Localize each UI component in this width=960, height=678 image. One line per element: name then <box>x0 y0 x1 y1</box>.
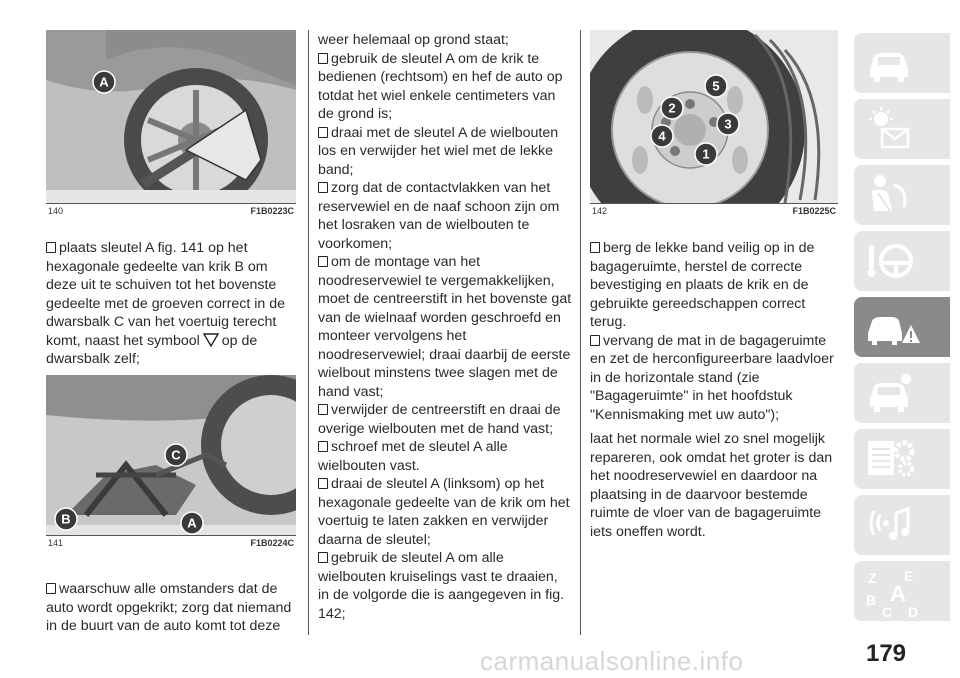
instruction-item <box>318 50 572 124</box>
figure-141-image <box>46 375 296 535</box>
instruction-text: berg de lekke band veilig op in de bagageruimte, herstel de correcte bevestiging en plaats de krik en de gebruikte gereedschappen correct terug. <box>590 240 815 330</box>
instruction-text: zorg dat de contactvlakken van het reservewiel en de naaf schoon zijn om het losraken van de wielbouten te voorkomen; <box>318 180 560 252</box>
figure-140-caption <box>46 203 296 218</box>
bullet-icon <box>318 552 328 563</box>
bullet-icon <box>318 182 328 193</box>
instruction-text: om de montage van het noodreservewiel te vergemakkelijken, moet de centreerstift in het bovenste gat van de wielnaaf worden geschroefd en monteer vervolgens het noodreservewiel; draai daarbij de eerste wielbout minstens twee slagen met de hand vast; <box>318 254 572 400</box>
watermark: carmanualsonline.info <box>480 646 744 676</box>
instruction-text: schroef met de sleutel A alle wielbouten vast. <box>318 439 508 474</box>
callout-5 <box>704 74 728 98</box>
page-number: 179 <box>865 640 907 667</box>
chapter-tab-emergency[interactable] <box>854 297 950 357</box>
instruction-text: draai met de sleutel A de wielbouten los en verwijder het wiel met de lekke band; <box>318 124 559 178</box>
callout-1 <box>694 142 718 166</box>
technical-data-icon <box>864 435 920 483</box>
figure-number: 141 <box>48 538 64 548</box>
text-column-2 <box>318 31 572 623</box>
figure-code: F1B0225C <box>792 206 836 216</box>
instruction-item <box>318 401 572 438</box>
bullet-icon <box>46 583 56 594</box>
text-column-3 <box>590 239 840 541</box>
svg-text:B: B <box>866 592 877 608</box>
paragraph: laat het normale wiel zo snel mogelijk repareren, ook omdat het groter is dan het noodreservewiel en daardoor na plaatsing in de daarvoor bestemde ruimte de vloer van de bagageruimte iets oneffen wordt. <box>590 431 833 540</box>
instruction-item <box>318 253 572 401</box>
bullet-icon <box>46 242 56 253</box>
instruction-item <box>590 332 840 425</box>
svg-text:1: 1 <box>702 146 710 162</box>
steering-wheel-icon <box>864 237 914 285</box>
figure-142-image <box>590 30 838 203</box>
svg-text:3: 3 <box>724 116 732 132</box>
bullet-icon <box>318 127 328 138</box>
svg-text:B: B <box>61 511 71 527</box>
instruction-item <box>590 239 840 332</box>
callout-2 <box>660 96 684 120</box>
svg-text:C: C <box>882 604 893 619</box>
figure-number: 142 <box>592 206 608 216</box>
car-icon <box>864 39 914 87</box>
instruction-text: verwijder de centreerstift en draai de overige wielbouten met de hand vast; <box>318 402 561 437</box>
chapter-tab-maintenance[interactable] <box>854 363 950 423</box>
bullet-icon <box>590 242 600 253</box>
bullet-icon <box>590 335 600 346</box>
svg-text:2: 2 <box>668 100 676 116</box>
svg-text:A: A <box>187 515 197 531</box>
bullet-icon <box>318 441 328 452</box>
instruction-item <box>318 549 572 623</box>
instruction-item <box>46 239 298 369</box>
svg-text:4: 4 <box>658 128 666 144</box>
instruction-text: gebruik de sleutel A om de krik te bedienen (rechtsom) en hef de auto op totdat het wiel enkele centimeters van de grond is; <box>318 50 563 122</box>
figure-number: 140 <box>48 206 64 216</box>
callout-C <box>164 443 188 467</box>
figure-142-caption <box>590 203 838 218</box>
bullet-icon <box>318 478 328 489</box>
svg-text:D: D <box>908 604 919 619</box>
svg-text:A: A <box>99 74 109 90</box>
figure-code: F1B0224C <box>250 538 294 548</box>
chapter-tab-driving[interactable] <box>854 231 950 291</box>
chapter-tab-car[interactable] <box>854 33 950 93</box>
callout-A <box>180 511 204 535</box>
chapter-tab-safety[interactable] <box>854 165 950 225</box>
callout-4 <box>650 124 674 148</box>
figure-code: F1B0223C <box>250 206 294 216</box>
bullet-icon <box>318 404 328 415</box>
instruction-item <box>318 179 572 253</box>
instruction-text: plaats sleutel A fig. 141 op het hexagonale gedeelte van krik B om deze uit te schuiven tot het bovenste gedeelte met de groeven correct in de dwarsbalk C van het voertuig terecht komt, naast het symbool <box>46 240 285 349</box>
callout-3 <box>716 112 740 136</box>
chapter-tab-index[interactable] <box>854 561 950 621</box>
svg-text:C: C <box>171 447 181 463</box>
instruction-item <box>46 580 298 636</box>
emergency-car-icon <box>864 303 920 351</box>
figure-140-image <box>46 30 296 203</box>
column-divider <box>580 30 581 635</box>
chapter-tab-technical-data[interactable] <box>854 429 950 489</box>
instruction-text: vervang de mat in de bagageruimte en zet de herconfigureerbare laadvloer in de horizontale stand (zie "Bagageruimte" in het hoofdstuk "Kennismaking met uw auto"); <box>590 332 834 423</box>
instruction-text: gebruik de sleutel A om alle wielbouten kruiselings vast te draaien, in de volgorde die is aangegeven in fig. 142; <box>318 550 565 622</box>
continuation-text: weer helemaal op grond staat; <box>318 32 509 48</box>
instruction-text: op de dwarsbalk zelf; <box>46 332 258 367</box>
instruction-text: waarschuw alle omstanders dat de auto wordt opgekrikt; zorg dat niemand in de buurt van de auto komt tot deze <box>46 581 292 634</box>
svg-text:5: 5 <box>712 78 720 94</box>
svg-text:Z: Z <box>868 570 877 586</box>
instruction-item <box>318 475 572 549</box>
car-maintenance-icon <box>864 369 914 417</box>
svg-text:A: A <box>890 581 906 606</box>
bullet-icon <box>318 256 328 267</box>
instruction-item <box>318 124 572 180</box>
instruction-item <box>318 438 572 475</box>
instruction-text: draai de sleutel A (linksom) op het hexagonale gedeelte van de krik om het voertuig te laten zakken en verwijder daarna de sleutel; <box>318 476 570 548</box>
callout-B <box>54 507 78 531</box>
bullet-icon <box>318 53 328 64</box>
svg-text:E: E <box>904 568 914 584</box>
warning-lights-icon <box>864 105 914 153</box>
callout-A <box>92 70 116 94</box>
column-divider <box>308 30 309 635</box>
safety-airbag-icon <box>864 171 914 219</box>
chapter-tab-warning-lights[interactable] <box>854 99 950 159</box>
multimedia-icon <box>864 501 914 549</box>
jack-point-symbol-icon <box>203 333 219 347</box>
figure-141-caption <box>46 535 296 550</box>
alphabetical-index-icon <box>864 567 920 619</box>
chapter-tab-multimedia[interactable] <box>854 495 950 555</box>
